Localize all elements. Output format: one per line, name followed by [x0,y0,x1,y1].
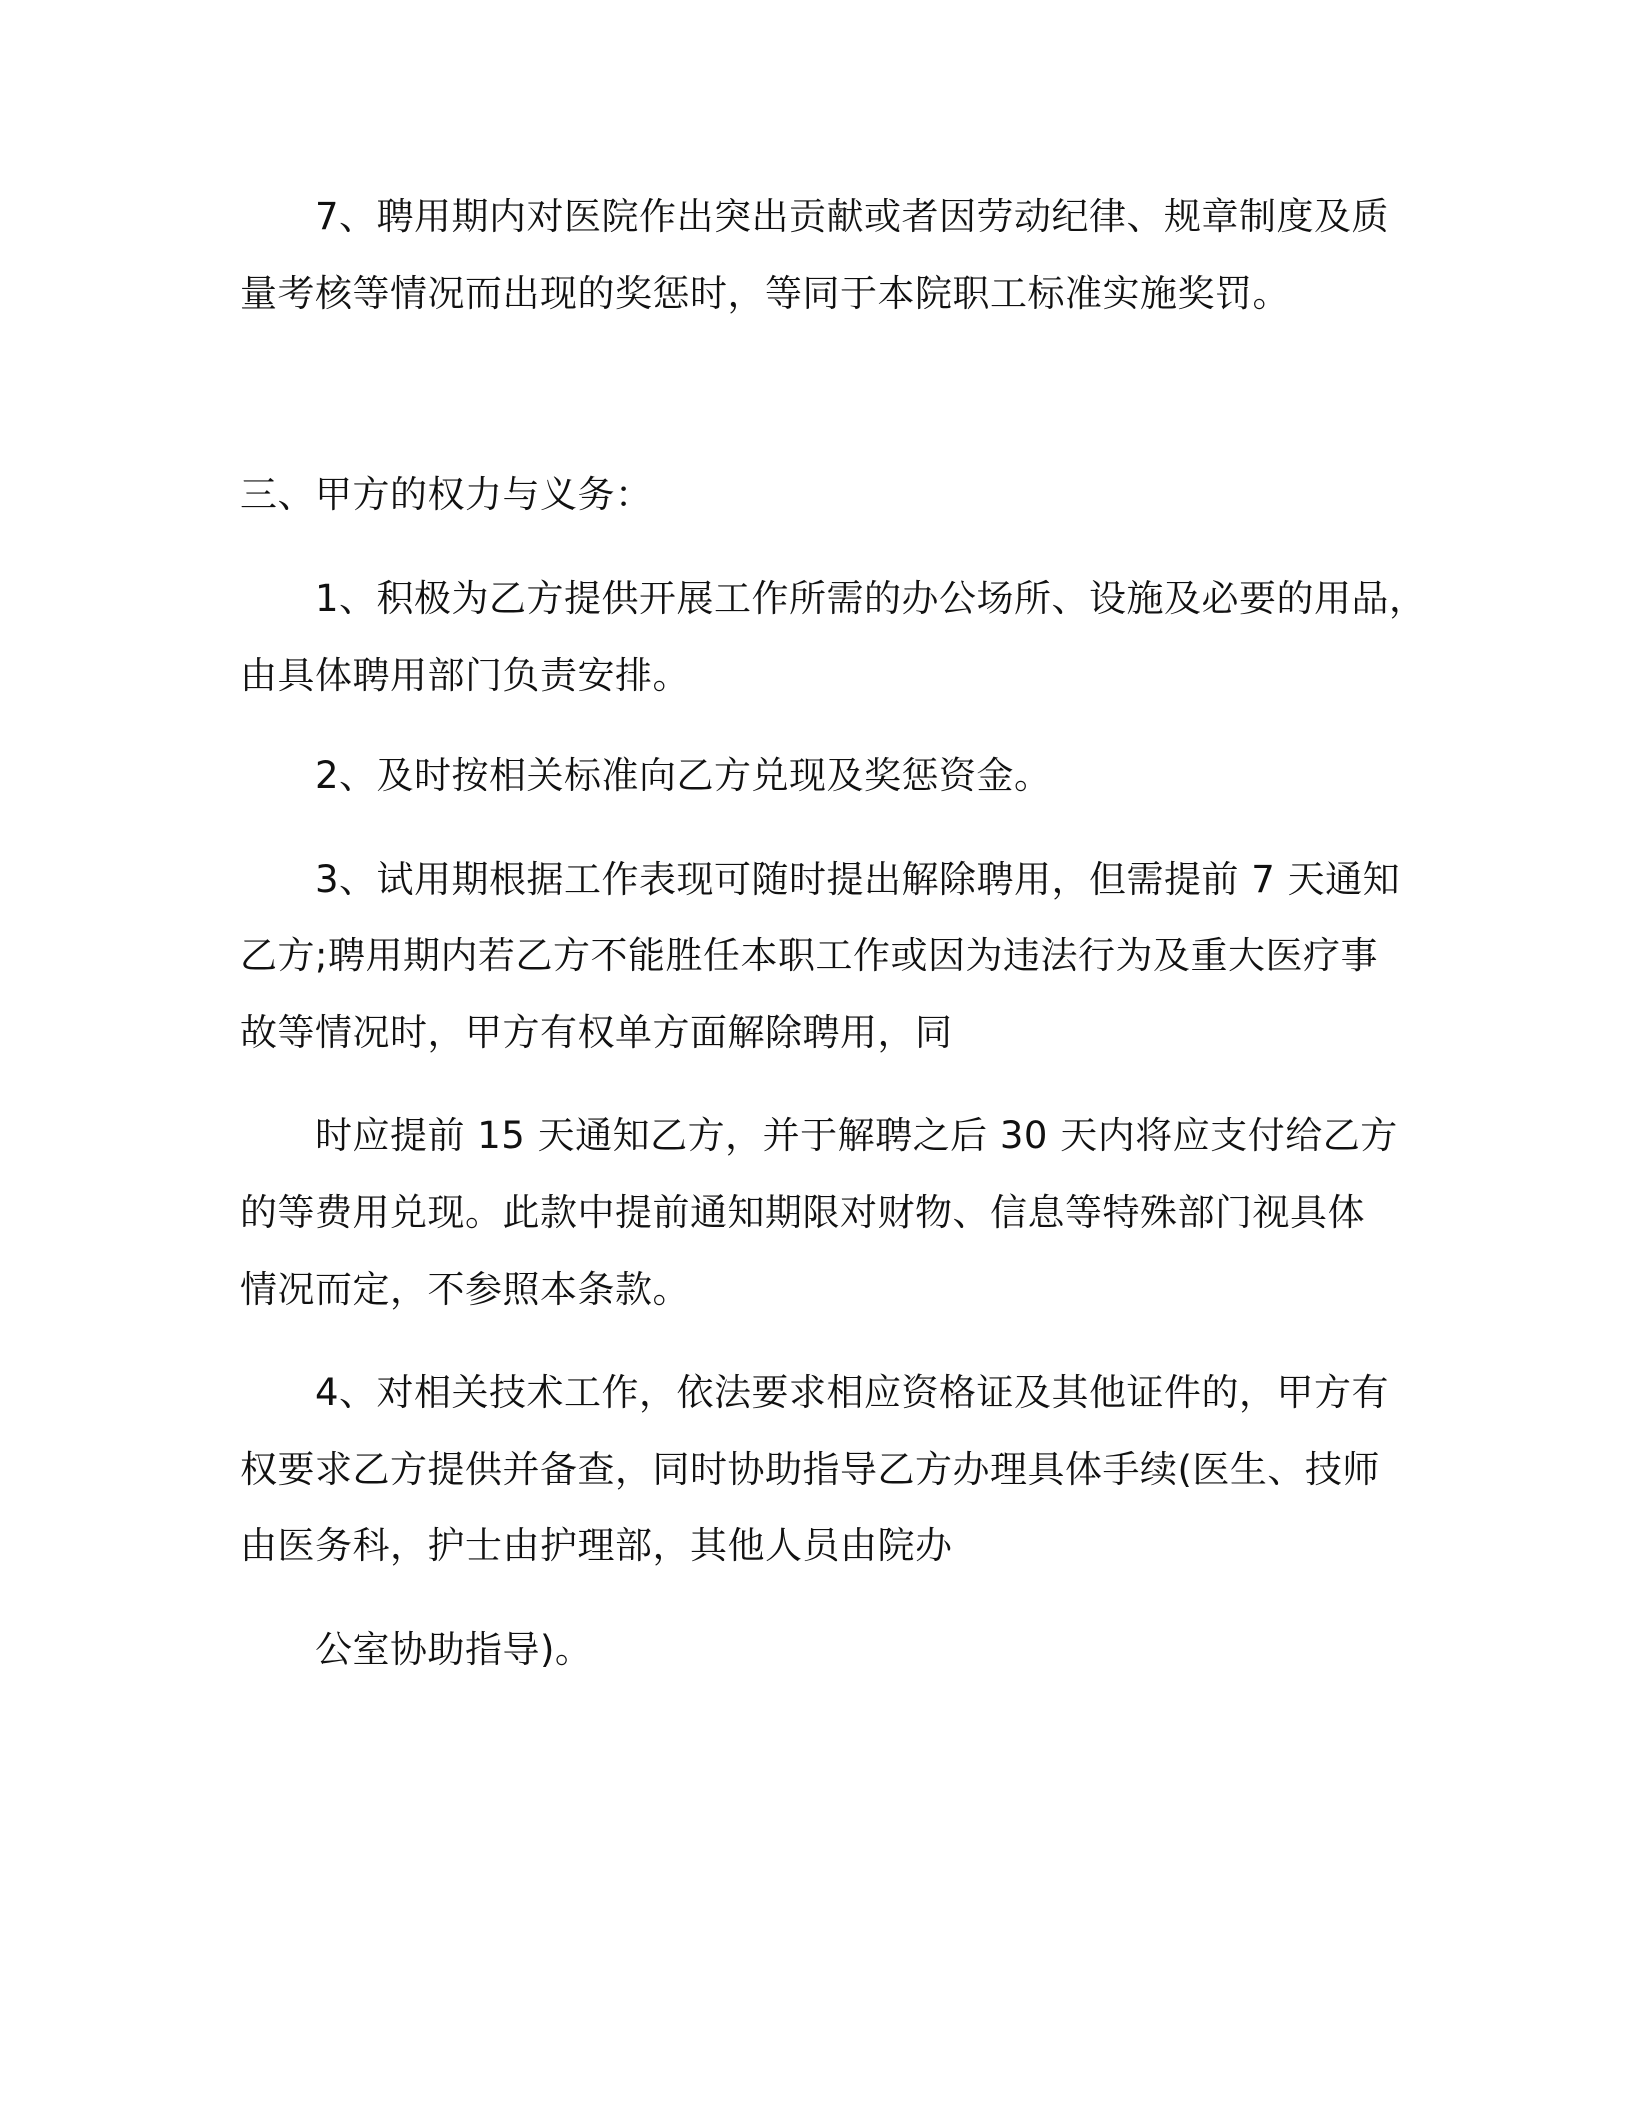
item4-line4: 公室协助指导)。 [315,1628,593,1671]
item4-line1: 4、对相关技术工作，依法要求相应资格证及其他证件的，甲方有 [315,1371,1390,1414]
section3-heading: 三、甲方的权力与义务： [240,473,653,516]
item3-line5: 的等费用兑现。此款中提前通知期限对财物、信息等特殊部门视具体 [240,1191,1365,1234]
item2-line1: 2、及时按相关标准向乙方兑现及奖惩资金。 [315,754,1052,797]
item3-line1: 3、试用期根据工作表现可随时提出解除聘用，但需提前 7 天通知 [315,858,1401,901]
item1-line1: 1、积极为乙方提供开展工作所需的办公场所、设施及必要的用品， [315,577,1427,620]
item4-line2: 权要求乙方提供并备查，同时协助指导乙方办理具体手续(医生、技师 [240,1448,1380,1491]
item3-line4: 时应提前 15 天通知乙方，并于解聘之后 30 天内将应支付给乙方 [315,1114,1398,1157]
item3-line2: 乙方;聘用期内若乙方不能胜任本职工作或因为违法行为及重大医疗事 [240,934,1378,977]
item3-line3: 故等情况时，甲方有权单方面解除聘用，同 [240,1011,953,1054]
item7-line1: 7、聘用期内对医院作出突出贡献或者因劳动纪律、规章制度及质 [315,195,1390,238]
item3-line6: 情况而定，不参照本条款。 [240,1268,690,1311]
item7-line2: 量考核等情况而出现的奖惩时，等同于本院职工标准实施奖罚。 [240,272,1290,315]
item1-line2: 由具体聘用部门负责安排。 [240,654,690,697]
item4-line3: 由医务科，护士由护理部，其他人员由院办 [240,1524,953,1567]
